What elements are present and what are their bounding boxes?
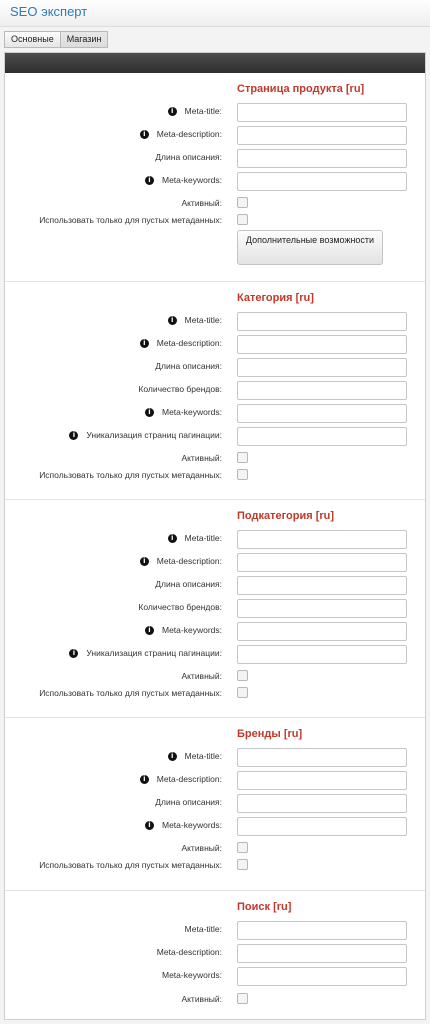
row-meta-title (5, 748, 425, 768)
section-title: Поиск [ru] (237, 901, 292, 913)
meta-title-label: Meta-title: (184, 315, 222, 325)
meta-title-input[interactable] (237, 921, 407, 940)
row-meta-title (5, 921, 425, 941)
meta-keywords-label: Meta-keywords: (162, 820, 222, 830)
description-length-input[interactable] (237, 358, 407, 377)
section-title: Категория [ru] (237, 292, 314, 304)
pagination-unique-input[interactable] (237, 645, 407, 664)
section-search (5, 890, 425, 1019)
meta-description-label: Meta-description: (156, 947, 222, 957)
meta-description-label: Meta-description: (156, 129, 222, 139)
active-label: Активный: (181, 453, 222, 463)
field-label (145, 625, 222, 635)
tab-bar (4, 31, 108, 48)
meta-description-input[interactable] (237, 771, 407, 790)
field-label (145, 820, 222, 830)
info-icon[interactable]: i (145, 176, 154, 185)
pagination-unique-label: Уникализация страниц пагинации: (86, 648, 222, 658)
meta-title-label: Meta-title: (184, 533, 222, 543)
field-label (69, 648, 222, 658)
section-category (5, 281, 425, 499)
tab-main[interactable]: Основные (4, 31, 61, 48)
title-bar (0, 0, 430, 27)
row-meta-title (5, 530, 425, 550)
info-icon[interactable]: i (168, 316, 177, 325)
meta-keywords-input[interactable] (237, 404, 407, 423)
meta-keywords-input[interactable] (237, 172, 407, 191)
pagination-unique-input[interactable] (237, 427, 407, 446)
pagination-unique-label: Уникализация страниц пагинации: (86, 430, 222, 440)
meta-title-label: Meta-title: (184, 751, 222, 761)
info-icon[interactable]: i (168, 534, 177, 543)
info-icon[interactable]: i (140, 775, 149, 784)
description-length-input[interactable] (237, 576, 407, 595)
meta-keywords-input[interactable] (237, 967, 407, 986)
brand-count-label: Количество брендов: (138, 602, 222, 612)
meta-keywords-input[interactable] (237, 817, 407, 836)
info-icon[interactable]: i (69, 649, 78, 658)
section-product (5, 73, 425, 296)
meta-description-label: Meta-description: (156, 774, 222, 784)
field-label (168, 315, 222, 325)
meta-keywords-input[interactable] (237, 622, 407, 641)
row-meta-description (5, 944, 425, 964)
row-meta-description (5, 771, 425, 791)
row-only-empty (5, 857, 425, 877)
meta-title-input[interactable] (237, 530, 407, 549)
only-empty-label: Использовать только для пустых метаданных: (39, 860, 222, 870)
app-title: SEO эксперт (10, 4, 88, 19)
active-label: Активный: (181, 994, 222, 1004)
active-checkbox[interactable] (237, 842, 248, 853)
row-description-length (5, 149, 425, 169)
meta-keywords-label: Meta-keywords: (162, 175, 222, 185)
row-meta-description (5, 126, 425, 146)
row-meta-keywords (5, 172, 425, 192)
row-meta-keywords (5, 622, 425, 642)
active-checkbox[interactable] (237, 197, 248, 208)
meta-keywords-label: Meta-keywords: (162, 407, 222, 417)
meta-description-label: Meta-description: (156, 338, 222, 348)
settings-panel (4, 52, 426, 1020)
only-empty-checkbox[interactable] (237, 687, 248, 698)
meta-keywords-label: Meta-keywords: (162, 625, 222, 635)
only-empty-label: Использовать только для пустых метаданных: (39, 688, 222, 698)
field-label (140, 338, 222, 348)
field-label (168, 106, 222, 116)
panel-header-bar (5, 53, 425, 73)
meta-title-label: Meta-title: (184, 924, 222, 934)
meta-title-label: Meta-title: (184, 106, 222, 116)
meta-description-input[interactable] (237, 126, 407, 145)
meta-title-input[interactable] (237, 312, 407, 331)
info-icon[interactable]: i (168, 752, 177, 761)
field-label (140, 556, 222, 566)
field-label (140, 774, 222, 784)
row-meta-keywords (5, 967, 425, 987)
row-only-empty (5, 467, 425, 487)
only-empty-label: Использовать только для пустых метаданных: (39, 215, 222, 225)
description-length-label: Длина описания: (155, 152, 222, 162)
field-label (69, 430, 222, 440)
active-label: Активный: (181, 671, 222, 681)
description-length-label: Длина описания: (155, 579, 222, 589)
row-pagination-unique (5, 427, 425, 447)
field-label (145, 175, 222, 185)
row-description-length (5, 576, 425, 596)
only-empty-checkbox[interactable] (237, 469, 248, 480)
row-description-length (5, 794, 425, 814)
row-meta-keywords (5, 817, 425, 837)
row-meta-description (5, 335, 425, 355)
row-meta-title (5, 103, 425, 123)
active-checkbox[interactable] (237, 993, 248, 1004)
description-length-label: Длина описания: (155, 361, 222, 371)
info-icon[interactable]: i (140, 339, 149, 348)
field-label (168, 751, 222, 761)
info-icon[interactable]: i (69, 431, 78, 440)
brand-count-input[interactable] (237, 381, 407, 400)
meta-title-input[interactable] (237, 103, 407, 122)
section-title: Страница продукта [ru] (237, 83, 365, 95)
row-active (5, 991, 425, 1011)
info-icon[interactable]: i (168, 107, 177, 116)
section-title: Подкатегория [ru] (237, 510, 335, 522)
row-meta-keywords (5, 404, 425, 424)
tab-shop[interactable]: Магазин (61, 31, 109, 48)
row-brand-count (5, 599, 425, 619)
brand-count-label: Количество брендов: (138, 384, 222, 394)
row-pagination-unique (5, 645, 425, 665)
field-label (145, 407, 222, 417)
row-brand-count (5, 381, 425, 401)
active-label: Активный: (181, 198, 222, 208)
section-subcategory (5, 499, 425, 717)
info-icon[interactable]: i (140, 557, 149, 566)
description-length-input[interactable] (237, 794, 407, 813)
active-checkbox[interactable] (237, 670, 248, 681)
section-title: Бренды [ru] (237, 728, 303, 740)
info-icon[interactable]: i (140, 130, 149, 139)
row-meta-description (5, 553, 425, 573)
row-only-empty (5, 685, 425, 705)
more-options-button[interactable]: Дополнительные возможности (237, 230, 383, 265)
only-empty-checkbox[interactable] (237, 859, 248, 870)
row-description-length (5, 358, 425, 378)
field-label (140, 129, 222, 139)
active-label: Активный: (181, 843, 222, 853)
description-length-input[interactable] (237, 149, 407, 168)
meta-description-label: Meta-description: (156, 556, 222, 566)
info-icon[interactable]: i (145, 626, 154, 635)
meta-title-input[interactable] (237, 748, 407, 767)
brand-count-input[interactable] (237, 599, 407, 618)
only-empty-checkbox[interactable] (237, 214, 248, 225)
meta-description-input[interactable] (237, 335, 407, 354)
row-meta-title (5, 312, 425, 332)
field-label (168, 533, 222, 543)
meta-keywords-label: Meta-keywords: (162, 970, 222, 980)
meta-description-input[interactable] (237, 553, 407, 572)
description-length-label: Длина описания: (155, 797, 222, 807)
info-icon[interactable]: i (145, 821, 154, 830)
section-brands (5, 717, 425, 890)
only-empty-label: Использовать только для пустых метаданных: (39, 470, 222, 480)
row-only-empty (5, 212, 425, 232)
active-checkbox[interactable] (237, 452, 248, 463)
info-icon[interactable]: i (145, 408, 154, 417)
meta-description-input[interactable] (237, 944, 407, 963)
